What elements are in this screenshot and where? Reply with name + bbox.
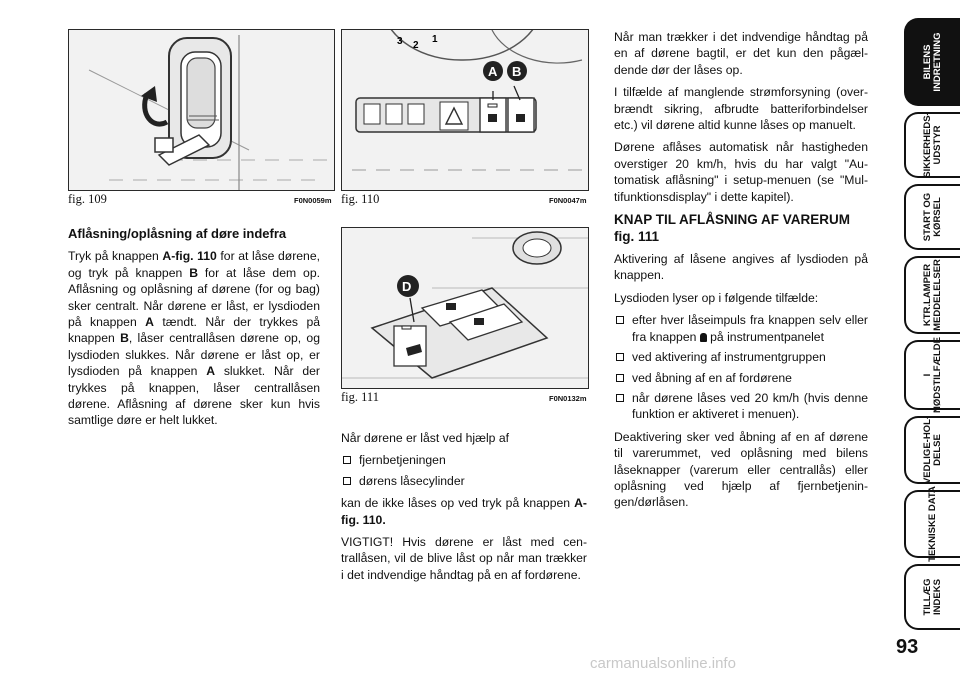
tab-label: SIKKERHEDS- UDSTYR xyxy=(922,112,943,178)
text-run: på instrumentpanelet xyxy=(706,329,824,344)
tab-bilens-indretning[interactable] xyxy=(904,18,960,106)
text-run: slukket. Når der trykkes på knappen, låser centrallåsen dørene. Aflåsning af dørene sker kun hvis samtlige døre er helt lukket. xyxy=(68,364,320,428)
paragraph-rear-handle: Når man trækker i det indvendige håndtag på en af dørene bagtil, er det kun den pågældende dør der låses op. xyxy=(614,30,868,77)
paragraph-cannot-unlock xyxy=(341,495,587,528)
bullet-item xyxy=(614,390,868,423)
bullet-item xyxy=(614,312,868,345)
figure-110-code: F0N0047m xyxy=(549,196,587,205)
text-run: for at låse dørene, og tryk på knappen xyxy=(68,249,321,280)
figure-110-caption: fig. 110 xyxy=(341,192,380,206)
tab-start-og-korsel[interactable] xyxy=(904,184,960,250)
ref-a: A xyxy=(206,364,216,379)
bullet-text: når dørene låses ved 20 km/h (hvis denne funktion er aktiveret i menuen). xyxy=(632,390,868,422)
bullet-text: dørens låsecylinder xyxy=(359,473,465,488)
tab-ktr-lamper[interactable] xyxy=(904,256,960,334)
text-run: tændt. Når der trykkes på knappen xyxy=(68,315,321,346)
text-run: , låser centrallåsen dørene op, og lysdioden slukkes. Når dørene er låst op, er lysdioden på knappen xyxy=(68,331,320,379)
tab-tillaeg-indeks[interactable] xyxy=(904,564,960,630)
door-lock-illustration xyxy=(69,30,334,190)
tab-label: START OG KØRSEL xyxy=(922,192,943,242)
text-run: Tryk på knappen xyxy=(68,249,163,264)
figure-111-image xyxy=(341,227,589,389)
dashboard-lock-buttons-illustration xyxy=(342,30,588,190)
right-column xyxy=(614,29,868,517)
bullet-item xyxy=(614,370,868,386)
tab-tekniske-data[interactable] xyxy=(904,486,960,562)
figure-109-image xyxy=(68,29,335,191)
bullet-text: fjernbetjeningen xyxy=(359,453,446,468)
tab-label: KTR.LAMPER MEDDELELSER xyxy=(922,259,943,331)
section-heading-door-lock: Aflåsning/oplåsning af døre indefra xyxy=(68,226,287,241)
ref-a-fig-110: A-fig. 110. xyxy=(341,496,587,527)
left-column xyxy=(68,226,320,435)
tab-label: TILLÆG INDEKS xyxy=(922,578,943,616)
checkbox-bullet-icon xyxy=(616,316,624,324)
text-run: for at låse dem op. Aflåsning og oplåsning af dørene (for og bag) sker centralt. Når dørene er låst, er lysdioden på knappen xyxy=(68,265,320,330)
section-heading-cargo-lock: KNAP TIL AFLÅSNING AF VARERUM fig. 111 xyxy=(614,212,850,245)
label-d: D xyxy=(402,279,412,294)
tab-vedligeholdelse[interactable] xyxy=(904,416,960,484)
paragraph-intro: Når dørene er låst ved hjælp af xyxy=(341,431,509,445)
paragraph-led-indicates: Aktivering af låsene angives af lysdioden på knappen. xyxy=(614,252,868,283)
bullet-text: ved aktivering af instrumentgruppen xyxy=(632,350,826,365)
label-a: A xyxy=(488,64,498,79)
figure-111-code: F0N0132m xyxy=(549,394,587,403)
text-run: kan de ikke låses op ved tryk på knappen xyxy=(341,496,575,511)
bullet-text: ved åbning af en af fordørene xyxy=(632,370,792,385)
bullet-item xyxy=(341,473,587,489)
paragraph-auto-lock: Dørene aflåses automatisk når hastigheden overstiger 20 km/h, hvis du har valgt "Automatisk aflåsning" i setup-menuen (se "Multifunktionsdisplay" i dette kapitel). xyxy=(614,140,868,204)
cargo-lock-button-illustration xyxy=(342,228,588,388)
checkbox-bullet-icon xyxy=(343,477,351,485)
ref-a: A xyxy=(145,315,154,330)
ref-b: B xyxy=(189,265,198,280)
text-run: efter hver låseimpuls fra knappen selv eller fra knappen xyxy=(632,313,868,344)
watermark: carmanualsonline.info xyxy=(590,655,736,672)
checkbox-bullet-icon xyxy=(616,394,624,402)
dial-number-3: 3 xyxy=(397,36,403,47)
label-b: B xyxy=(512,64,522,79)
checkbox-bullet-icon xyxy=(616,374,624,382)
paragraph-power-loss: I tilfælde af manglende strømforsyning (overbrændt sikring, afbrudte batteriforbindelser etc.) vil dørene altid kunne låses op manuelt. xyxy=(614,85,868,133)
page-number: 93 xyxy=(896,636,919,658)
figure-109-code: F0N0059m xyxy=(294,196,332,205)
tab-label: I NØDSTILFÆLDE xyxy=(922,337,943,413)
dial-number-1: 1 xyxy=(432,34,438,45)
middle-column xyxy=(341,430,587,589)
paragraph-important: VIGTIGT! Hvis dørene er låst med centrallåsen, vil de blive låst op når man trækker i det indvendige håndtag på en af fordørene. xyxy=(341,535,587,582)
checkbox-bullet-icon xyxy=(616,353,624,361)
paragraph-door-lock xyxy=(68,248,320,428)
tab-label: TEKNISKE DATA xyxy=(927,486,938,562)
lock-icon xyxy=(700,333,707,342)
tab-nodstilfaelde[interactable] xyxy=(904,337,960,413)
ref-b: B xyxy=(120,331,129,346)
paragraph-deactivation: Deaktivering sker ved åbning af en af dørene til varerummet, ved oplåsning med bilens låseknapper (varerum eller centrallås) eller oplåsning ved hjælp af fjernbetjeningen/dørlåsen. xyxy=(614,429,868,510)
tab-label: BILENS INDRETNING xyxy=(922,32,943,92)
tab-label: VEDLIGE-HOL- DELSE xyxy=(922,415,943,485)
figure-111-caption: fig. 111 xyxy=(341,390,379,404)
ref-a-fig-110: A-fig. 110 xyxy=(162,249,217,264)
dial-number-2: 2 xyxy=(413,40,419,51)
checkbox-bullet-icon xyxy=(343,456,351,464)
bullet-item xyxy=(614,349,868,365)
paragraph-led-cases: Lysdioden lyser op i følgende tilfælde: xyxy=(614,290,819,305)
bullet-item xyxy=(341,452,587,468)
figure-109-caption: fig. 109 xyxy=(68,192,107,206)
tab-sikkerhedsudstyr[interactable] xyxy=(904,112,960,178)
figure-110-image xyxy=(341,29,589,191)
